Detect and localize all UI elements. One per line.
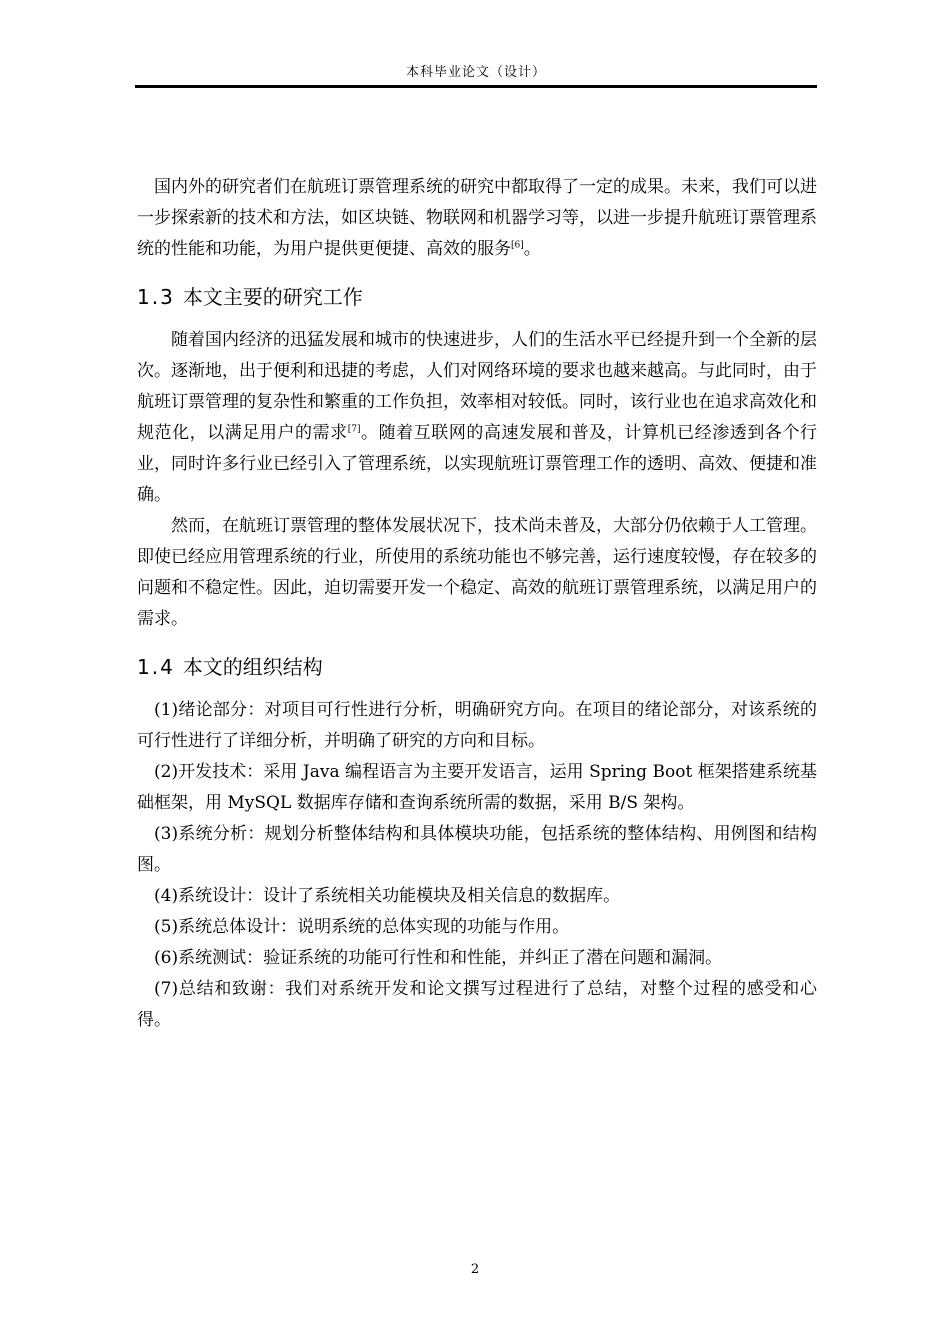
page-header: 本科毕业论文（设计）: [405, 65, 546, 80]
list-item: (2)开发技术：采用 Java 编程语言为主要开发语言，运用 Spring Boot 框架搭建系统基础框架，用 MySQL 数据库存储和查询系统所需的数据，采用 B/S 架构。: [137, 762, 817, 813]
intro-end: 。: [523, 239, 541, 259]
citation-6: [6]: [511, 240, 524, 251]
list-item: (6)系统测试：验证系统的功能可行性和和性能，并纠正了潜在问题和漏洞。: [154, 948, 723, 968]
list-item: (5)系统总体设计：说明系统的总体实现的功能与作用。: [154, 917, 570, 937]
section-1-3-paragraph-1: [137, 325, 817, 511]
intro-text: 国内外的研究者们在航班订票管理系统的研究中都取得了一定的成果。未来，我们可以进一步探索新的技术和方法，如区块链、物联网和机器学习等，以进一步提升航班订票管理系统的性能和功能，为用户提供更便捷、高效的服务: [137, 177, 817, 259]
paragraph-text-b: 。随着互联网的高速发展和普及，计算机已经渗透到各个行业，同时许多行业已经引入了管理系统，以实现航班订票管理工作的透明、高效、便捷和准确。: [137, 423, 818, 505]
citation-7: [7]: [347, 424, 361, 435]
section-number: 1.3: [137, 285, 175, 309]
section-heading-1-4: [137, 653, 817, 681]
page-content: [137, 172, 817, 1036]
section-1-3-paragraph-2: 然而，在航班订票管理的整体发展状况下，技术尚未普及，大部分仍依赖于人工管理。即使已经应用管理系统的行业，所使用的系统功能也不够完善，运行速度较慢，存在较多的问题和不稳定性。因此，迫切需要开发一个稳定、高效的航班订票管理系统，以满足用户的需求。: [137, 516, 817, 629]
section-title: 本文的组织结构: [182, 655, 323, 679]
section-heading-1-3: [137, 283, 817, 311]
page-number: 2: [470, 1262, 480, 1277]
section-number: 1.4: [137, 655, 175, 679]
list-item: (1)绪论部分：对项目可行性进行分析，明确研究方向。在项目的绪论部分，对该系统的可行性进行了详细分析，并明确了研究的方向和目标。: [137, 700, 817, 751]
header-rule: [135, 85, 817, 88]
list-item: (4)系统设计：设计了系统相关功能模块及相关信息的数据库。: [154, 886, 621, 906]
list-item: (3)系统分析：规划分析整体结构和具体模块功能，包括系统的整体结构、用例图和结构图。: [137, 824, 817, 875]
list-item: (7)总结和致谢：我们对系统开发和论文撰写过程进行了总结，对整个过程的感受和心得。: [137, 979, 817, 1030]
section-title: 本文主要的研究工作: [182, 285, 363, 309]
intro-paragraph: [137, 172, 817, 265]
paragraph-text-a: 随着国内经济的迅猛发展和城市的快速进步，人们的生活水平已经提升到一个全新的层次。逐渐地，出于便利和迅捷的考虑，人们对网络环境的要求也越来越高。与此同时，由于航班订票管理的复杂性和繁重的工作负担，效率相对较低。同时，该行业也在追求高效化和规范化，以满足用户的需求: [137, 330, 817, 443]
